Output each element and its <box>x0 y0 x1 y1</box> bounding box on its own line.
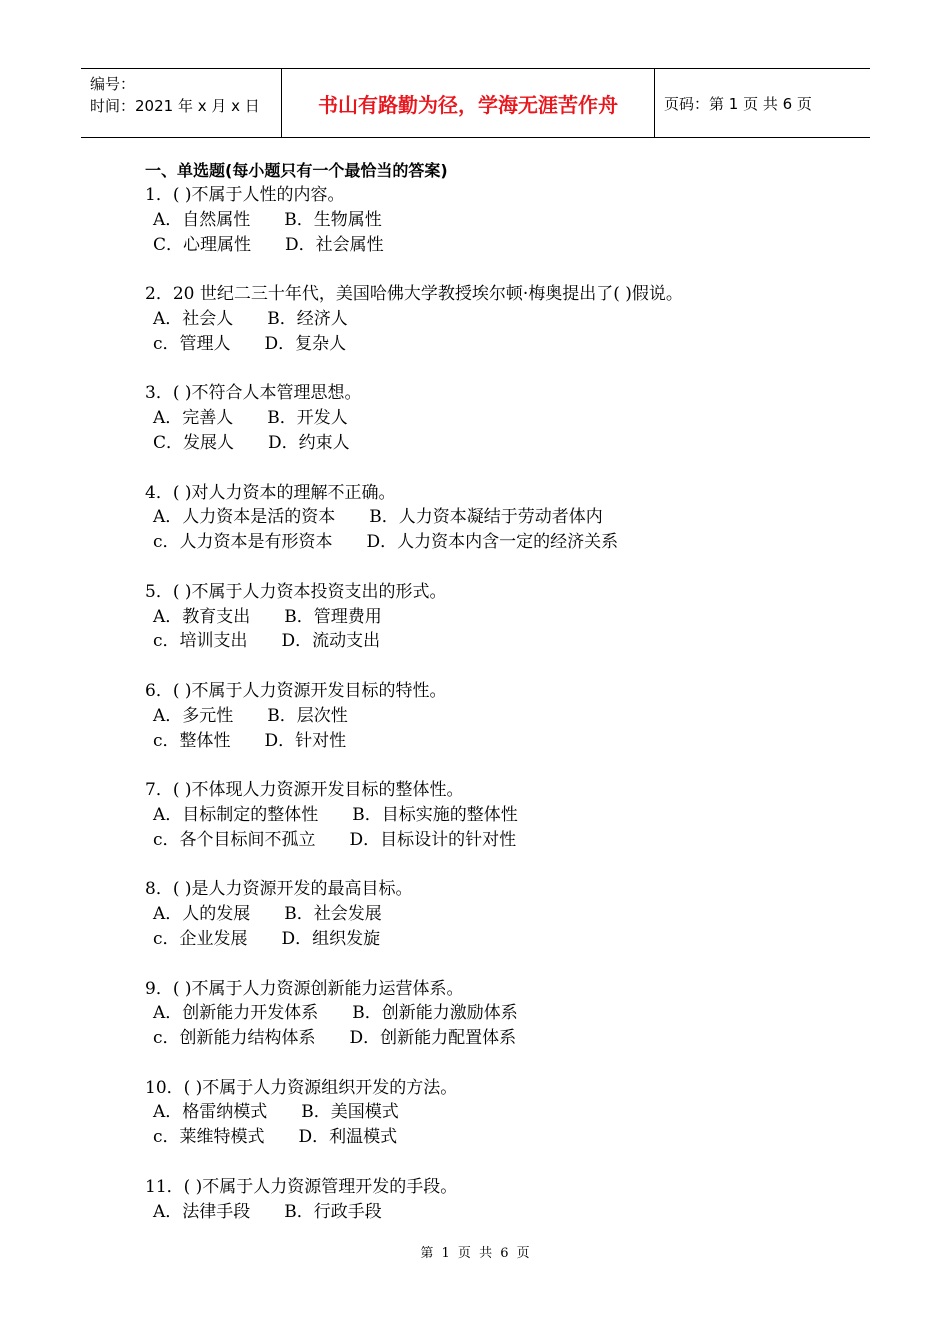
option-b: B．行政手段 <box>284 1201 382 1222</box>
document-body <box>145 158 845 1249</box>
page-info-text: 页码：第 1 页 共 6 页 <box>664 94 812 113</box>
option-row <box>145 332 845 357</box>
page-footer <box>0 1244 950 1264</box>
option-a: A．法律手段 <box>153 1201 251 1222</box>
motto-cell <box>282 69 655 137</box>
option-row <box>145 902 845 927</box>
option-b: B．管理费用 <box>284 606 382 627</box>
option-b: B．经济人 <box>267 308 348 329</box>
question-3 <box>145 381 845 455</box>
option-row <box>145 704 845 729</box>
question-9 <box>145 977 845 1051</box>
option-d: D．流动支出 <box>281 631 381 652</box>
page-info-cell <box>655 69 870 137</box>
question-10 <box>145 1076 845 1150</box>
option-a: A．目标制定的整体性 <box>153 804 319 825</box>
footer-page-number: 1 <box>441 1246 450 1261</box>
option-b: B．层次性 <box>267 705 348 726</box>
option-d: D．利温模式 <box>298 1127 398 1148</box>
question-7 <box>145 778 845 852</box>
option-c: c．莱维特模式 <box>153 1127 265 1148</box>
question-stem: 4．( )对人力资本的理解不正确。 <box>145 482 396 503</box>
option-c: c．管理人 <box>153 333 231 354</box>
option-row <box>145 1100 845 1125</box>
option-row <box>145 1125 845 1150</box>
option-row <box>145 406 845 431</box>
option-row <box>145 307 845 332</box>
option-b: B．人力资本凝结于劳动者体内 <box>369 507 603 528</box>
question-stem: 9．( )不属于人力资源创新能力运营体系。 <box>145 978 464 999</box>
option-b: B．开发人 <box>267 408 348 429</box>
question-11 <box>145 1175 845 1225</box>
option-d: D．社会属性 <box>285 234 384 255</box>
option-d: D．组织发旋 <box>281 928 381 949</box>
option-a: A．完善人 <box>153 408 234 429</box>
option-a: A．创新能力开发体系 <box>153 1003 319 1024</box>
footer-word: 页 <box>457 1246 471 1261</box>
option-c: c．培训支出 <box>153 631 248 652</box>
option-d: D．复杂人 <box>264 333 347 354</box>
option-a: A．社会人 <box>153 308 234 329</box>
time-label: 时间：2021 年 x 月 x 日 <box>90 97 260 115</box>
question-1 <box>145 183 845 257</box>
option-a: A．多元性 <box>153 705 234 726</box>
option-d: D．人力资本内含一定的经济关系 <box>366 532 619 553</box>
footer-word: 第 <box>420 1246 434 1261</box>
option-d: D．针对性 <box>264 730 347 751</box>
footer-word: 页 <box>516 1246 530 1261</box>
question-stem: 2．20 世纪二三十年代，美国哈佛大学教授埃尔顿·梅奥提出了( )假说。 <box>145 284 683 305</box>
option-a: A．格雷纳模式 <box>153 1102 268 1123</box>
option-row <box>145 828 845 853</box>
question-stem: 11．( )不属于人力资源管理开发的手段。 <box>145 1176 458 1197</box>
option-row <box>145 505 845 530</box>
question-5 <box>145 580 845 654</box>
option-d: D．目标设计的针对性 <box>349 829 517 850</box>
option-row <box>145 530 845 555</box>
option-row <box>145 208 845 233</box>
option-c: C．发展人 <box>153 432 235 453</box>
question-4 <box>145 481 845 555</box>
option-c: c．人力资本是有形资本 <box>153 532 333 553</box>
question-8 <box>145 877 845 951</box>
option-row <box>145 1200 845 1225</box>
option-row <box>145 729 845 754</box>
header-meta-cell <box>81 69 282 137</box>
option-c: c．企业发展 <box>153 928 248 949</box>
question-stem: 7．( )不体现人力资源开发目标的整体性。 <box>145 780 464 801</box>
option-row <box>145 1001 845 1026</box>
option-d: D．约束人 <box>268 432 350 453</box>
question-stem: 10．( )不属于人力资源组织开发的方法。 <box>145 1077 458 1098</box>
option-b: B．目标实施的整体性 <box>352 804 518 825</box>
option-b: B．生物属性 <box>284 209 382 230</box>
option-row <box>145 233 845 258</box>
option-a: A．人力资本是活的资本 <box>153 507 336 528</box>
footer-word: 共 <box>479 1246 493 1261</box>
option-a: A．人的发展 <box>153 904 251 925</box>
motto-text: 书山有路勤为径，学海无涯苦作舟 <box>318 92 618 117</box>
option-a: A．教育支出 <box>153 606 251 627</box>
option-row <box>145 629 845 654</box>
question-stem: 8．( )是人力资源开发的最高目标。 <box>145 879 413 900</box>
option-b: B．美国模式 <box>301 1102 399 1123</box>
question-stem: 5．( )不属于人力资本投资支出的形式。 <box>145 581 447 602</box>
question-stem: 3．( )不符合人本管理思想。 <box>145 383 362 404</box>
question-stem: 6．( )不属于人力资源开发目标的特性。 <box>145 680 447 701</box>
option-c: c．各个目标间不孤立 <box>153 829 316 850</box>
code-label: 编号： <box>90 75 136 93</box>
option-row <box>145 605 845 630</box>
option-c: c．整体性 <box>153 730 231 751</box>
question-stem: 1．( )不属于人性的内容。 <box>145 185 345 205</box>
section-title: 一、单选题(每小题只有一个最恰当的答案) <box>145 161 448 180</box>
option-row <box>145 803 845 828</box>
option-d: D．创新能力配置体系 <box>349 1028 517 1049</box>
option-a: A．自然属性 <box>153 209 251 230</box>
option-row <box>145 431 845 456</box>
option-row <box>145 927 845 952</box>
option-b: B．社会发展 <box>284 904 382 925</box>
footer-page-total: 6 <box>500 1246 509 1261</box>
question-6 <box>145 679 845 753</box>
option-c: c．创新能力结构体系 <box>153 1028 316 1049</box>
option-c: C．心理属性 <box>153 234 252 255</box>
question-2 <box>145 282 845 356</box>
option-row <box>145 1026 845 1051</box>
document-header <box>81 68 870 138</box>
option-b: B．创新能力激励体系 <box>352 1003 518 1024</box>
